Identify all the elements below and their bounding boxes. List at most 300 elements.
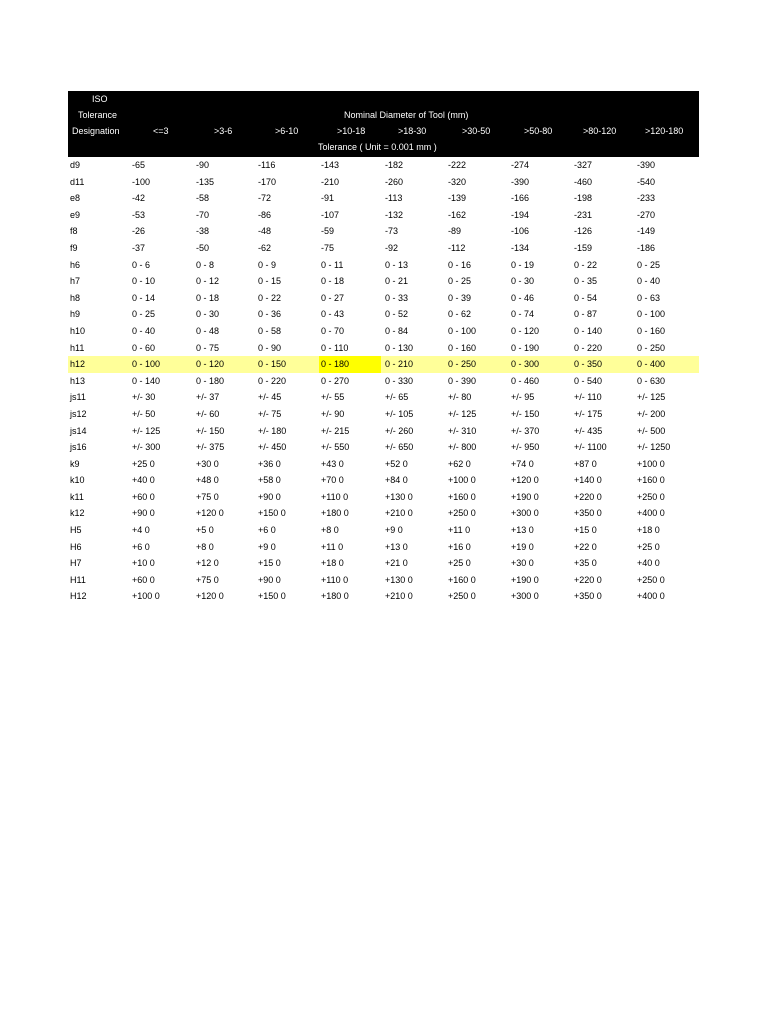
tolerance-cell: 0 - 130: [385, 342, 414, 353]
tolerance-cell: 0 - 110: [321, 342, 349, 353]
tolerance-cell: 0 - 90: [258, 342, 282, 353]
tolerance-cell: 0 - 13: [385, 259, 409, 270]
tolerance-cell: +/- 375: [196, 442, 225, 453]
tolerance-cell: +58 0: [258, 475, 281, 486]
tolerance-cell: 0 - 25: [448, 276, 472, 287]
tolerance-cell: 0 - 22: [258, 292, 282, 303]
table-row: [68, 174, 699, 191]
tolerance-cell: 0 - 140: [132, 375, 161, 386]
tolerance-cell: +/- 65: [385, 392, 409, 403]
tolerance-cell: -135: [196, 176, 215, 187]
designation-cell: H5: [70, 525, 82, 536]
tolerance-cell: -65: [132, 160, 146, 170]
tolerance-cell: +6 0: [132, 541, 150, 552]
tolerance-cell: +220 0: [574, 574, 602, 585]
tolerance-cell: +110 0: [321, 491, 349, 502]
table-row: [68, 356, 699, 373]
tolerance-cell: 0 - 75: [196, 342, 220, 353]
designation-cell: h13: [70, 375, 86, 386]
tolerance-cell: +25 0: [132, 458, 155, 469]
tolerance-cell: -75: [321, 242, 335, 253]
designation-cell: k9: [70, 458, 80, 469]
table-row: [68, 340, 699, 357]
tolerance-cell: 0 - 9: [258, 259, 277, 270]
tolerance-cell: -70: [196, 209, 210, 220]
tolerance-cell: 0 - 33: [385, 292, 409, 303]
tolerance-cell: +/- 55: [321, 392, 345, 403]
tolerance-cell: 0 - 25: [132, 309, 156, 320]
tolerance-cell: -90: [196, 160, 210, 170]
table-row: [68, 456, 699, 473]
tolerance-cell: -139: [448, 193, 467, 204]
tolerance-cell: -113: [385, 193, 403, 204]
tolerance-cell: -162: [448, 209, 467, 220]
tolerance-cell: +400 0: [637, 508, 665, 519]
tolerance-cell: +84 0: [385, 475, 408, 486]
tolerance-cell: +70 0: [321, 475, 344, 486]
designation-cell: e9: [70, 209, 81, 220]
table-row: [68, 273, 699, 290]
tolerance-cell: -460: [574, 176, 593, 187]
tolerance-cell: 0 - 48: [196, 325, 220, 336]
tolerance-cell: -72: [258, 193, 272, 204]
table-row: [68, 572, 699, 589]
tolerance-cell: 0 - 21: [385, 276, 409, 287]
tolerance-cell: +160 0: [448, 491, 476, 502]
header-range: >18-30: [398, 126, 427, 136]
tolerance-cell: +12 0: [196, 558, 219, 569]
tolerance-cell: +/- 435: [574, 425, 603, 436]
tolerance-cell: 0 - 39: [448, 292, 472, 303]
tolerance-cell: 0 - 30: [196, 309, 220, 320]
tolerance-cell: +21 0: [385, 558, 408, 569]
header-range: >6-10: [275, 126, 299, 136]
table-row: [68, 406, 699, 423]
tolerance-cell: 0 - 15: [258, 276, 282, 287]
tolerance-cell: +15 0: [574, 525, 597, 536]
tolerance-cell: 0 - 400: [637, 359, 666, 370]
tolerance-cell: +300 0: [511, 591, 539, 602]
designation-cell: k10: [70, 475, 85, 486]
tolerance-cell: +11 0: [448, 525, 471, 536]
tolerance-cell: +/- 260: [385, 425, 414, 436]
tolerance-cell: +19 0: [511, 541, 534, 552]
designation-cell: f9: [70, 242, 78, 253]
tolerance-cell: 0 - 460: [511, 375, 540, 386]
tolerance-cell: +100 0: [448, 475, 476, 486]
tolerance-cell: -132: [385, 209, 404, 220]
table-row: [68, 522, 699, 539]
table-row: [68, 472, 699, 489]
tolerance-cell: 0 - 100: [637, 309, 666, 320]
tolerance-cell: +/- 800: [448, 442, 477, 453]
tolerance-cell: +250 0: [448, 508, 476, 519]
table-row: [68, 539, 699, 556]
tolerance-cell: +/- 37: [196, 392, 220, 403]
tolerance-cell: +140 0: [574, 475, 602, 486]
tolerance-cell: -231: [574, 209, 593, 220]
tolerance-cell: +30 0: [196, 458, 219, 469]
tolerance-cell: +250 0: [448, 591, 476, 602]
tolerance-cell: +130 0: [385, 491, 413, 502]
tolerance-cell: -26: [132, 226, 146, 237]
tolerance-cell: 0 - 74: [511, 309, 535, 320]
designation-cell: H7: [70, 558, 82, 569]
tolerance-cell: -222: [448, 160, 467, 170]
tolerance-cell: -159: [574, 242, 593, 253]
tolerance-cell: +30 0: [511, 558, 534, 569]
tolerance-cell: 0 - 16: [448, 259, 472, 270]
tolerance-cell: -38: [196, 226, 210, 237]
tolerance-cell: +/- 200: [637, 408, 666, 419]
tolerance-cell: -166: [511, 193, 530, 204]
tolerance-cell: +180 0: [321, 508, 349, 519]
tolerance-cell: +/- 125: [637, 392, 666, 403]
tolerance-cell: 0 - 25: [637, 259, 661, 270]
tolerance-cell: +16 0: [448, 541, 471, 552]
tolerance-cell: +210 0: [385, 508, 413, 519]
tolerance-cell: -327: [574, 160, 593, 170]
tolerance-cell: +190 0: [511, 574, 539, 585]
tolerance-cell: -100: [132, 176, 151, 187]
tolerance-cell: +/- 45: [258, 392, 282, 403]
tolerance-cell: +/- 550: [321, 442, 350, 453]
tolerance-cell: -320: [448, 176, 467, 187]
tolerance-cell: 0 - 8: [196, 259, 215, 270]
table-row: [68, 588, 699, 605]
tolerance-cell: +/- 650: [385, 442, 414, 453]
tolerance-cell: 0 - 150: [258, 359, 287, 370]
tolerance-cell: +180 0: [321, 591, 349, 602]
tolerance-cell: +4 0: [132, 525, 150, 536]
tolerance-cell: 0 - 60: [132, 342, 156, 353]
tolerance-cell: 0 - 630: [637, 375, 666, 386]
designation-cell: e8: [70, 193, 81, 204]
tolerance-cell: 0 - 46: [511, 292, 535, 303]
tolerance-cell: -186: [637, 242, 656, 253]
tolerance-cell: 0 - 120: [511, 325, 540, 336]
tolerance-cell: +/- 60: [196, 408, 220, 419]
tolerance-cell: -126: [574, 226, 593, 237]
tolerance-cell: 0 - 43: [321, 309, 345, 320]
tolerance-cell: +150 0: [258, 591, 286, 602]
tolerance-cell: 0 - 180: [319, 356, 381, 373]
tolerance-cell: +/- 150: [196, 425, 225, 436]
tolerance-cell: -42: [132, 193, 146, 204]
tolerance-cell: +6 0: [258, 525, 276, 536]
tolerance-cell: 0 - 6: [132, 259, 151, 270]
tolerance-cell: 0 - 220: [574, 342, 603, 353]
tolerance-cell: 0 - 22: [574, 259, 598, 270]
tolerance-cell: 0 - 120: [196, 359, 225, 370]
tolerance-cell: -134: [511, 242, 530, 253]
tolerance-cell: +/- 450: [258, 442, 287, 453]
designation-cell: h8: [70, 292, 81, 303]
tolerance-cell: 0 - 100: [132, 359, 161, 370]
header-range: >120-180: [645, 126, 684, 136]
table-row: [68, 290, 699, 307]
header-designation: Designation: [72, 126, 120, 136]
tolerance-cell: 0 - 250: [637, 342, 666, 353]
tolerance-cell: +/- 90: [321, 408, 345, 419]
tolerance-cell: +/- 95: [511, 392, 535, 403]
tolerance-cell: +/- 310: [448, 425, 477, 436]
tolerance-cell: +8 0: [196, 541, 214, 552]
tolerance-cell: +150 0: [258, 508, 286, 519]
tolerance-cell: -91: [321, 193, 335, 204]
tolerance-cell: 0 - 210: [385, 359, 414, 370]
tolerance-cell: -89: [448, 226, 462, 237]
header-iso: ISO: [92, 94, 108, 104]
header-range: >10-18: [337, 126, 366, 136]
tolerance-cell: +18 0: [321, 558, 344, 569]
header-range: >30-50: [462, 126, 491, 136]
tolerance-cell: +8 0: [321, 525, 339, 536]
tolerance-cell: 0 - 11: [321, 259, 344, 270]
tolerance-cell: 0 - 40: [637, 276, 661, 287]
tolerance-cell: 0 - 63: [637, 292, 661, 303]
tolerance-cell: +90 0: [258, 574, 281, 585]
table-row: [68, 190, 699, 207]
table-row: [68, 423, 699, 440]
tolerance-cell: 0 - 52: [385, 309, 409, 320]
header-unit-note: Tolerance ( Unit = 0.001 mm ): [318, 142, 437, 152]
tolerance-cell: +40 0: [637, 558, 660, 569]
tolerance-cell: +87 0: [574, 458, 597, 469]
tolerance-cell: +/- 500: [637, 425, 666, 436]
designation-cell: js14: [70, 425, 87, 436]
tolerance-cell: -143: [321, 160, 340, 170]
tolerance-cell: +/- 30: [132, 392, 156, 403]
tolerance-cell: +100 0: [132, 591, 160, 602]
header-range: >3-6: [214, 126, 233, 136]
tolerance-cell: +/- 125: [448, 408, 477, 419]
designation-cell: f8: [70, 226, 78, 237]
tolerance-cell: -198: [574, 193, 593, 204]
tolerance-cell: +60 0: [132, 574, 155, 585]
tolerance-cell: 0 - 390: [448, 375, 477, 386]
tolerance-cell: -270: [637, 209, 656, 220]
tolerance-cell: -210: [321, 176, 340, 187]
tolerance-cell: -260: [385, 176, 404, 187]
tolerance-cell: +/- 370: [511, 425, 540, 436]
tolerance-cell: 0 - 54: [574, 292, 598, 303]
tolerance-cell: +90 0: [132, 508, 155, 519]
tolerance-cell: +9 0: [258, 541, 276, 552]
tolerance-cell: +/- 80: [448, 392, 472, 403]
tolerance-cell: -107: [321, 209, 340, 220]
tolerance-cell: 0 - 58: [258, 325, 282, 336]
tolerance-cell: 0 - 10: [132, 276, 156, 287]
tolerance-cell: -182: [385, 160, 404, 170]
designation-cell: k11: [70, 491, 84, 502]
tolerance-cell: 0 - 18: [196, 292, 220, 303]
tolerance-cell: +/- 105: [385, 408, 414, 419]
tolerance-cell: +11 0: [321, 541, 344, 552]
tolerance-cell: +/- 175: [574, 408, 603, 419]
tolerance-cell: -86: [258, 209, 272, 220]
designation-cell: H6: [70, 541, 82, 552]
table-row: [68, 257, 699, 274]
tolerance-cell: 0 - 19: [511, 259, 535, 270]
table-row: [68, 207, 699, 224]
tolerance-cell: +9 0: [385, 525, 403, 536]
designation-cell: h10: [70, 325, 86, 336]
tolerance-cell: 0 - 220: [258, 375, 287, 386]
tolerance-cell: 0 - 27: [321, 292, 345, 303]
tolerance-cell: 0 - 350: [574, 359, 603, 370]
tolerance-cell: 0 - 160: [637, 325, 666, 336]
table-row: [68, 240, 699, 257]
designation-cell: js16: [70, 442, 87, 453]
tolerance-cell: +110 0: [321, 574, 349, 585]
designation-cell: h11: [70, 342, 85, 353]
tolerance-cell: -112: [448, 242, 466, 253]
tolerance-cell: +210 0: [385, 591, 413, 602]
tolerance-cell: +52 0: [385, 458, 408, 469]
tolerance-cell: 0 - 30: [511, 276, 535, 287]
table-row: [68, 223, 699, 240]
tolerance-cell: +130 0: [385, 574, 413, 585]
designation-cell: d9: [70, 160, 81, 170]
tolerance-cell: +250 0: [637, 491, 665, 502]
tolerance-cell: -540: [637, 176, 656, 187]
tolerance-cell: -37: [132, 242, 146, 253]
tolerance-cell: +62 0: [448, 458, 471, 469]
tolerance-cell: +/- 215: [321, 425, 350, 436]
tolerance-cell: +75 0: [196, 574, 219, 585]
tolerance-cell: +/- 110: [574, 392, 602, 403]
designation-cell: h7: [70, 276, 81, 287]
tolerance-cell: +120 0: [511, 475, 539, 486]
tolerance-cell: +250 0: [637, 574, 665, 585]
tolerance-cell: +190 0: [511, 491, 539, 502]
tolerance-cell: -390: [637, 160, 656, 170]
tolerance-cell: 0 - 270: [321, 375, 350, 386]
tolerance-cell: 0 - 540: [574, 375, 603, 386]
tolerance-cell: +/- 1250: [637, 442, 671, 453]
tolerance-cell: -59: [321, 226, 335, 237]
tolerance-cell: -73: [385, 226, 399, 237]
tolerance-cell: -50: [196, 242, 210, 253]
table-header: [68, 91, 699, 157]
tolerance-cell: +120 0: [196, 508, 224, 519]
tolerance-cell: -106: [511, 226, 530, 237]
tolerance-cell: +/- 150: [511, 408, 540, 419]
tolerance-cell: +35 0: [574, 558, 597, 569]
tolerance-cell: -390: [511, 176, 530, 187]
tolerance-cell: +40 0: [132, 475, 155, 486]
tolerance-cell: +400 0: [637, 591, 665, 602]
tolerance-cell: 0 - 190: [511, 342, 540, 353]
tolerance-table: [68, 91, 699, 605]
tolerance-cell: 0 - 100: [448, 325, 477, 336]
tolerance-cell: -233: [637, 193, 656, 204]
tolerance-cell: +10 0: [132, 558, 155, 569]
tolerance-cell: +22 0: [574, 541, 597, 552]
tolerance-cell: +13 0: [385, 541, 408, 552]
tolerance-cell: +/- 1100: [574, 442, 607, 453]
tolerance-cell: +36 0: [258, 458, 281, 469]
tolerance-cell: -92: [385, 242, 399, 253]
tolerance-cell: 0 - 140: [574, 325, 603, 336]
designation-cell: k12: [70, 508, 85, 519]
tolerance-cell: +120 0: [196, 591, 224, 602]
header-range: <=3: [153, 126, 169, 136]
tolerance-cell: 0 - 62: [448, 309, 472, 320]
tolerance-cell: +5 0: [196, 525, 214, 536]
tolerance-cell: +18 0: [637, 525, 660, 536]
tolerance-cell: +/- 300: [132, 442, 161, 453]
designation-cell: H12: [70, 591, 87, 602]
table-row: [68, 505, 699, 522]
designation-cell: js12: [70, 408, 87, 419]
tolerance-cell: +25 0: [637, 541, 660, 552]
tolerance-cell: 0 - 14: [132, 292, 156, 303]
tolerance-cell: +300 0: [511, 508, 539, 519]
tolerance-cell: -48: [258, 226, 272, 237]
designation-cell: H11: [70, 574, 86, 585]
tolerance-cell: +48 0: [196, 475, 219, 486]
tolerance-cell: +350 0: [574, 591, 602, 602]
table-row: [68, 489, 699, 506]
table-row: [68, 323, 699, 340]
table-body: [68, 157, 699, 605]
tolerance-cell: 0 - 160: [448, 342, 477, 353]
tolerance-cell: 0 - 300: [511, 359, 540, 370]
tolerance-cell: +75 0: [196, 491, 219, 502]
tolerance-cell: +220 0: [574, 491, 602, 502]
tolerance-cell: 0 - 330: [385, 375, 414, 386]
tolerance-cell: -170: [258, 176, 277, 187]
table-row: [68, 373, 699, 390]
tolerance-cell: +60 0: [132, 491, 155, 502]
tolerance-cell: 0 - 180: [196, 375, 225, 386]
tolerance-cell: +74 0: [511, 458, 534, 469]
tolerance-cell: +25 0: [448, 558, 471, 569]
tolerance-cell: 0 - 87: [574, 309, 598, 320]
tolerance-cell: -53: [132, 209, 146, 220]
tolerance-cell: -149: [637, 226, 656, 237]
tolerance-cell: -62: [258, 242, 272, 253]
tolerance-cell: 0 - 18: [321, 276, 345, 287]
table-row: [68, 439, 699, 456]
header-tolerance: Tolerance: [78, 110, 118, 120]
designation-cell: js11: [70, 392, 86, 403]
tolerance-cell: +/- 125: [132, 425, 161, 436]
table-row: [68, 555, 699, 572]
tolerance-cell: +43 0: [321, 458, 344, 469]
tolerance-cell: +/- 180: [258, 425, 287, 436]
tolerance-cell: +/- 75: [258, 408, 282, 419]
tolerance-cell: +/- 50: [132, 408, 156, 419]
tolerance-cell: 0 - 12: [196, 276, 220, 287]
tolerance-cell: -58: [196, 193, 210, 204]
tolerance-cell: -194: [511, 209, 530, 220]
tolerance-cell: 0 - 70: [321, 325, 345, 336]
tolerance-cell: +90 0: [258, 491, 281, 502]
header-range: >50-80: [524, 126, 553, 136]
tolerance-cell: +/- 950: [511, 442, 540, 453]
tolerance-cell: 0 - 36: [258, 309, 282, 320]
header-nominal-title: Nominal Diameter of Tool (mm): [344, 110, 469, 120]
tolerance-cell: +350 0: [574, 508, 602, 519]
tolerance-cell: +13 0: [511, 525, 534, 536]
tolerance-cell: -116: [258, 160, 276, 170]
tolerance-cell: +15 0: [258, 558, 281, 569]
tolerance-cell: +160 0: [637, 475, 665, 486]
tolerance-cell: 0 - 84: [385, 325, 409, 336]
